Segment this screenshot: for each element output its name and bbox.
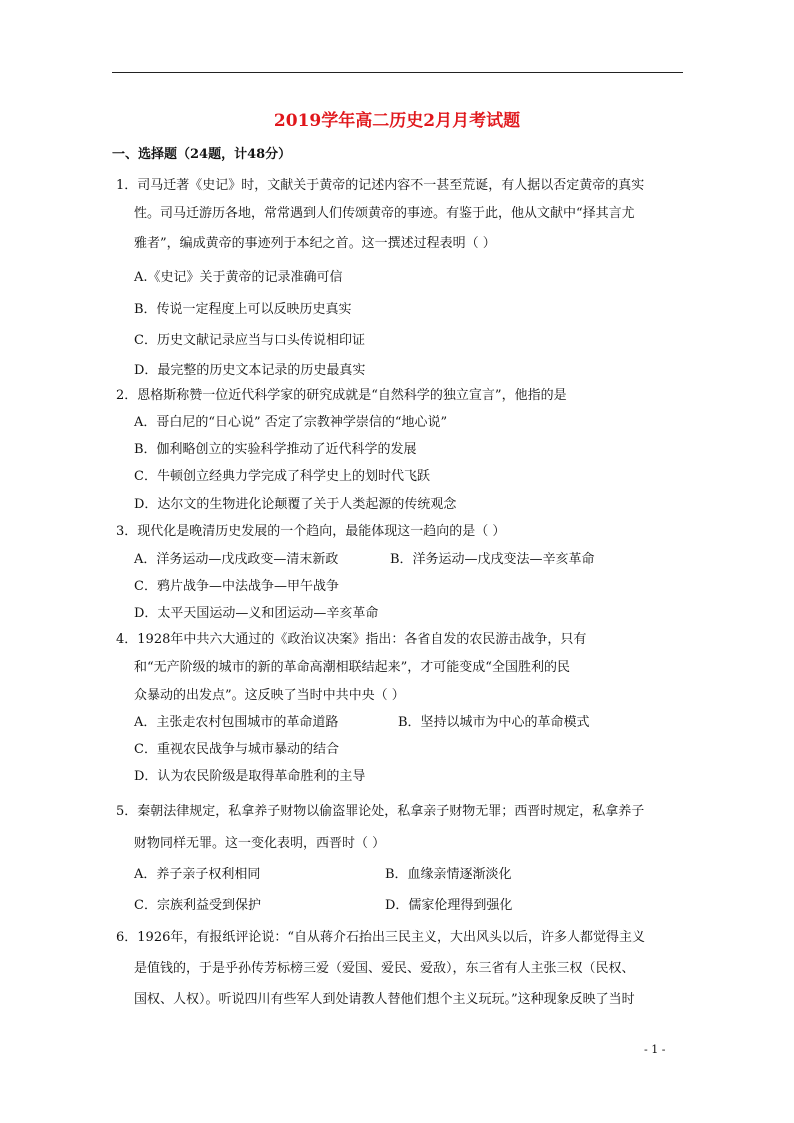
page-number: - 1 - — [644, 1043, 666, 1056]
q4-option-c: C．重视农民战争与城市暴动的结合 — [134, 742, 339, 757]
q1-stem-line-3: 雅者”，编成黄帝的事迹列于本纪之首。这一撰述过程表明（ ） — [134, 236, 496, 251]
q1-stem-line-1: 1．司马迁著《史记》时，文献关于黄帝的记述内容不一甚至荒诞，有人据以否定黄帝的真实 — [116, 178, 645, 193]
q3-option-c: C．鸦片战争—中法战争—甲午战争 — [134, 579, 339, 594]
q4-option-b: B．坚持以城市为中心的革命模式 — [398, 715, 590, 730]
q3-option-a: A．洋务运动—戊戌政变—清末新政 — [134, 552, 339, 567]
q4-stem-line-2: 和“无产阶级的城市的新的革命高潮相联结起来”，才可能变成“全国胜利的民 — [134, 660, 570, 675]
q4-stem-line-1: 4．1928年中共六大通过的《政治议决案》指出：各省自发的农民游击战争，只有 — [116, 632, 587, 647]
q5-option-d: D．儒家伦理得到强化 — [385, 898, 513, 913]
q4-stem-line-3: 众暴动的出发点”。这反映了当时中共中央（ ） — [134, 688, 405, 703]
q3-option-b: B．洋务运动—戊戌变法—辛亥革命 — [390, 552, 595, 567]
q2-option-b: B．伽利略创立的实验科学推动了近代科学的发展 — [134, 442, 417, 457]
q1-option-d: D．最完整的历史文本记录的历史最真实 — [134, 363, 366, 378]
q1-option-c: C．历史文献记录应当与口头传说相印证 — [134, 333, 365, 348]
q2-stem-line-1: 2．恩格斯称赞一位近代科学家的研究成就是“自然科学的独立宣言”，他指的是 — [116, 388, 567, 403]
q5-option-c: C．宗族利益受到保护 — [134, 898, 261, 913]
q2-option-c: C．牛顿创立经典力学完成了科学史上的划时代飞跃 — [134, 469, 430, 484]
section-heading: 一、选择题（24题，计48分） — [112, 147, 292, 162]
q5-option-b: B．血缘亲情逐渐淡化 — [385, 867, 512, 882]
q3-stem-line-1: 3．现代化是晚清历史发展的一个趋向，最能体现这一趋向的是（ ） — [116, 524, 506, 539]
q2-option-a: A．哥白尼的“日心说” 否定了宗教神学崇信的“地心说” — [134, 415, 448, 430]
q6-stem-line-2: 是值钱的，于是乎孙传芳标榜三爱（爱国、爱民、爱敌），东三省有人主张三权（民权、 — [134, 961, 635, 976]
q3-option-d: D．太平天国运动—义和团运动—辛亥革命 — [134, 606, 379, 621]
q1-option-a: A.《史记》关于黄帝的记录准确可信 — [134, 270, 343, 285]
q6-stem-line-1: 6．1926年，有报纸评论说：“自从蒋介石抬出三民主义，大出风头以后，许多人都觉得主义 — [116, 930, 646, 945]
header-rule — [112, 72, 683, 73]
q5-option-a: A．养子亲子权利相同 — [134, 867, 261, 882]
q1-option-b: B．传说一定程度上可以反映历史真实 — [134, 302, 352, 317]
q4-option-d: D．认为农民阶级是取得革命胜利的主导 — [134, 769, 366, 784]
page-title: 2019学年高二历史2月月考试题 — [273, 111, 521, 131]
q2-option-d: D．达尔文的生物进化论颠覆了关于人类起源的传统观念 — [134, 497, 457, 512]
q4-option-a: A．主张走农村包围城市的革命道路 — [134, 715, 339, 730]
q5-stem-line-2: 财物同样无罪。这一变化表明，西晋时（ ） — [134, 836, 386, 851]
q5-stem-line-1: 5．秦朝法律规定，私拿养子财物以偷盗罪论处，私拿亲子财物无罪；西晋时规定，私拿养子 — [116, 804, 645, 819]
q1-stem-line-2: 性。司马迁游历各地，常常遇到人们传颂黄帝的事迹。有鉴于此，他从文献中“择其言尤 — [134, 206, 635, 221]
q6-stem-line-3: 国权、人权）。听说四川有些军人到处请教人替他们想个主义玩玩。”这种现象反映了当时 — [134, 992, 635, 1007]
